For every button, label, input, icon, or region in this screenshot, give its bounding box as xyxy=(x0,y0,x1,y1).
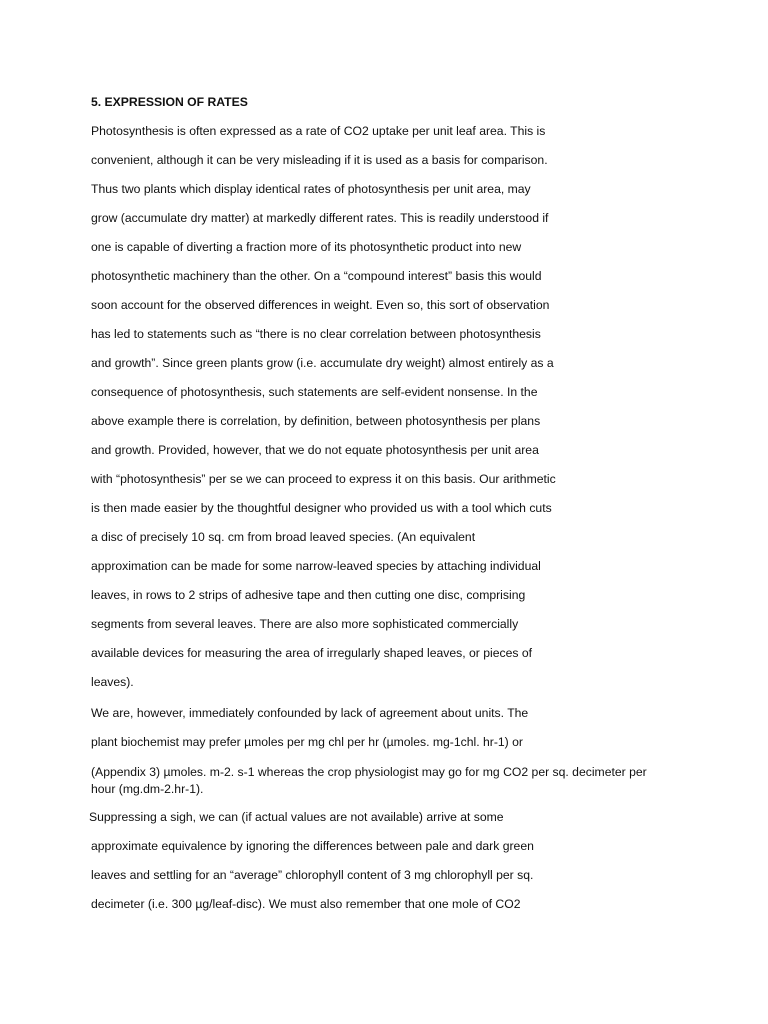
text-line: soon account for the observed differences in weight. Even so, this sort of observation xyxy=(91,298,550,312)
text-line: segments from several leaves. There are also more sophisticated commercially xyxy=(91,617,519,631)
text-line: and growth”. Since green plants grow (i.e. accumulate dry weight) almost entirely as a xyxy=(91,356,554,370)
text-line: one is capable of diverting a fraction more of its photosynthetic product into new xyxy=(91,240,522,254)
text-line: is then made easier by the thoughtful designer who provided us with a tool which cuts xyxy=(91,501,552,515)
text-line: leaves). xyxy=(91,675,134,689)
text-line: leaves, in rows to 2 strips of adhesive tape and then cutting one disc, comprising xyxy=(91,588,526,602)
text-line: approximate equivalence by ignoring the differences between pale and dark green xyxy=(91,839,534,853)
text-line: convenient, although it can be very misleading if it is used as a basis for comparison. xyxy=(91,153,548,167)
text-line: hour (mg.dm-2.hr-1). xyxy=(91,782,204,796)
text-line: consequence of photosynthesis, such statements are self-evident nonsense. In the xyxy=(91,385,538,399)
text-line: available devices for measuring the area of irregularly shaped leaves, or pieces of xyxy=(91,646,533,660)
text-line: a disc of precisely 10 sq. cm from broad leaved species. (An equivalent xyxy=(91,530,476,544)
text-line: (Appendix 3) µmoles. m-2. s-1 whereas the crop physiologist may go for mg CO2 per sq. decimeter per xyxy=(91,765,647,779)
text-line: decimeter (i.e. 300 µg/leaf-disc). We must also remember that one mole of CO2 xyxy=(91,897,521,911)
text-line: plant biochemist may prefer µmoles per mg chl per hr (µmoles. mg-1chl. hr-1) or xyxy=(91,735,523,749)
text-line: grow (accumulate dry matter) at markedly different rates. This is readily understood if xyxy=(91,211,549,225)
text-line: We are, however, immediately confounded by lack of agreement about units. The xyxy=(91,706,529,720)
text-line: Thus two plants which display identical rates of photosynthesis per unit area, may xyxy=(91,182,531,196)
text-line: Photosynthesis is often expressed as a rate of CO2 uptake per unit leaf area. This is xyxy=(91,124,546,138)
text-line: photosynthetic machinery than the other. On a “compound interest” basis this would xyxy=(91,269,542,283)
section-heading: 5. EXPRESSION OF RATES xyxy=(91,95,248,109)
text-line: above example there is correlation, by definition, between photosynthesis per plans xyxy=(91,414,541,428)
text-line: has led to statements such as “there is no clear correlation between photosynthesis xyxy=(91,327,541,341)
text-line: Suppressing a sigh, we can (if actual values are not available) arrive at some xyxy=(89,810,504,824)
text-line: with “photosynthesis” per se we can proceed to express it on this basis. Our arithmetic xyxy=(91,472,556,486)
text-line: approximation can be made for some narrow-leaved species by attaching individual xyxy=(91,559,541,573)
text-line: leaves and settling for an “average” chlorophyll content of 3 mg chlorophyll per sq. xyxy=(91,868,534,882)
text-line: and growth. Provided, however, that we do not equate photosynthesis per unit area xyxy=(91,443,539,457)
